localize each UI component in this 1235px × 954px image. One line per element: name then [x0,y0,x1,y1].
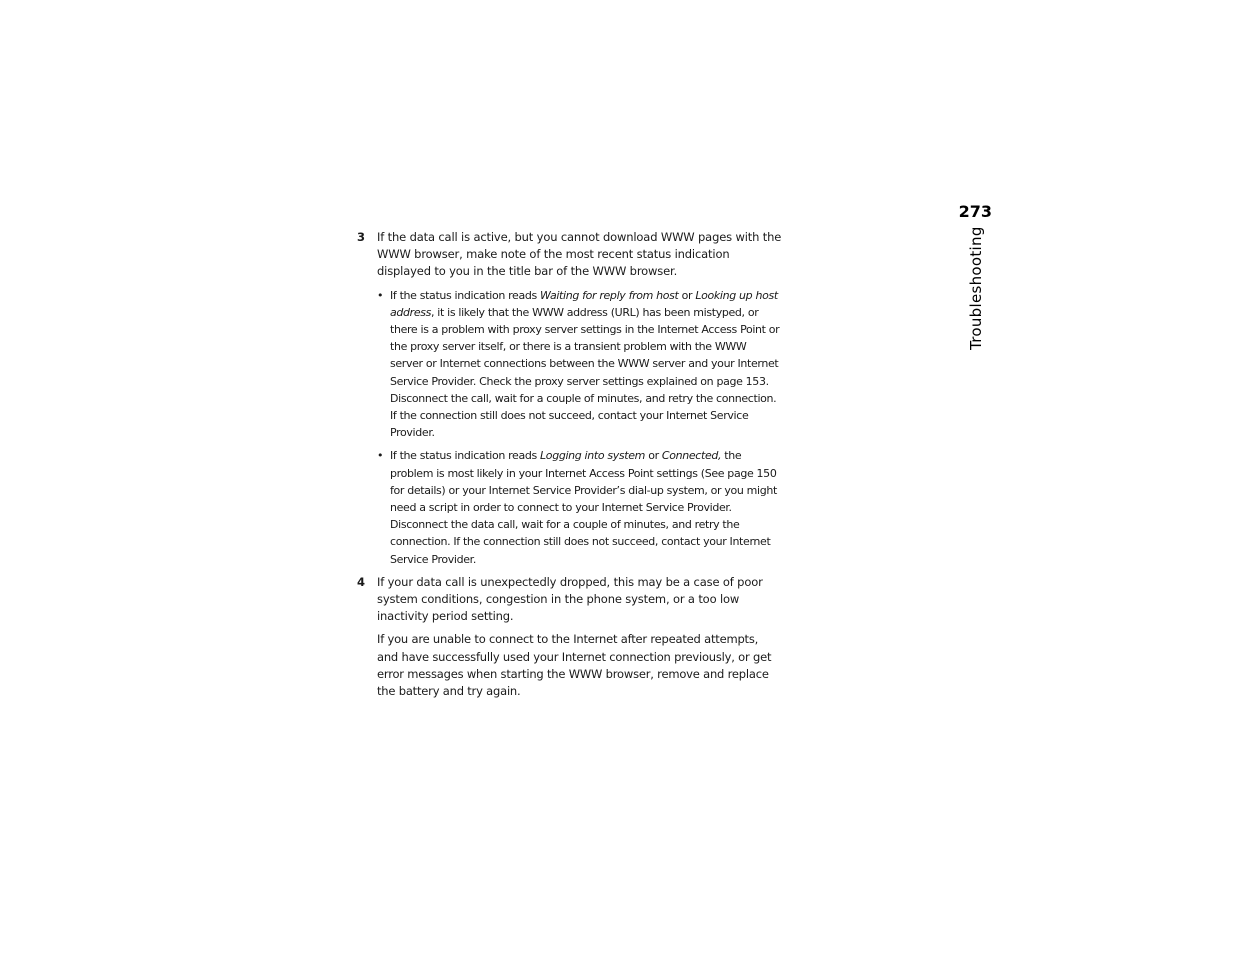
step-3 [354,229,782,568]
step-number: 4 [357,574,366,589]
bullet-mid: or [678,288,696,302]
bullet-list [377,287,782,568]
step-4 [354,574,782,700]
bullet-suffix: , it is likely that the WWW address (URL) has been mistyped, or there is a problem with proxy server settings in the Internet Access Point or the proxy server itself, or there is a transient problem with the WWW server or Internet connections between the WWW server and your Internet Service Provider. Check the proxy server settings explained on page 153. Disconnect the call, wait for a couple of minutes, and retry the connection. If the connection still does not succeed, contact your Internet Service Provider. [390,305,780,440]
bullet-suffix: the problem is most likely in your Internet Access Point settings (See page 150 for details) or your Internet Service Provider’s dial-up system, or you might need a script in order to connect to your Internet Service Provider. Disconnect the data call, wait for a couple of minutes, and retry the connection. If the connection still does not succeed, contact your Internet Service Provider. [390,449,777,566]
main-content [354,229,782,706]
page-number: 273 [958,202,992,221]
bullet-item [377,287,782,442]
step-text: If your data call is unexpectedly dropped, this may be a case of poor system conditions, congestion in the phone system, or a too low inactivity period setting. [377,574,763,624]
bullet-mid: or [645,449,662,463]
status-looking-up-host: Looking up host address [390,288,778,319]
step-text: If the data call is active, but you cannot download WWW pages with the WWW browser, make note of the most recent status indication displayed to you in the title bar of the WWW browser. [377,230,782,279]
bullet-icon: • [377,288,384,302]
bullet-item [377,447,782,567]
status-connected: Connected, [661,449,722,463]
status-logging-into-system: Logging into system [540,449,646,463]
bullet-prefix: If the status indication reads [390,288,541,302]
bullet-prefix: If the status indication reads [390,449,541,463]
bullet-icon: • [377,449,384,463]
status-waiting-for-reply: Waiting for reply from host [540,288,679,302]
step-number: 3 [357,230,366,244]
section-title: Troubleshooting [967,226,985,350]
step-paragraph: If you are unable to connect to the Internet after repeated attempts, and have successfully used your Internet connection previously, or get error messages when starting the WWW browser, remove and replace the battery and try again. [377,632,772,699]
